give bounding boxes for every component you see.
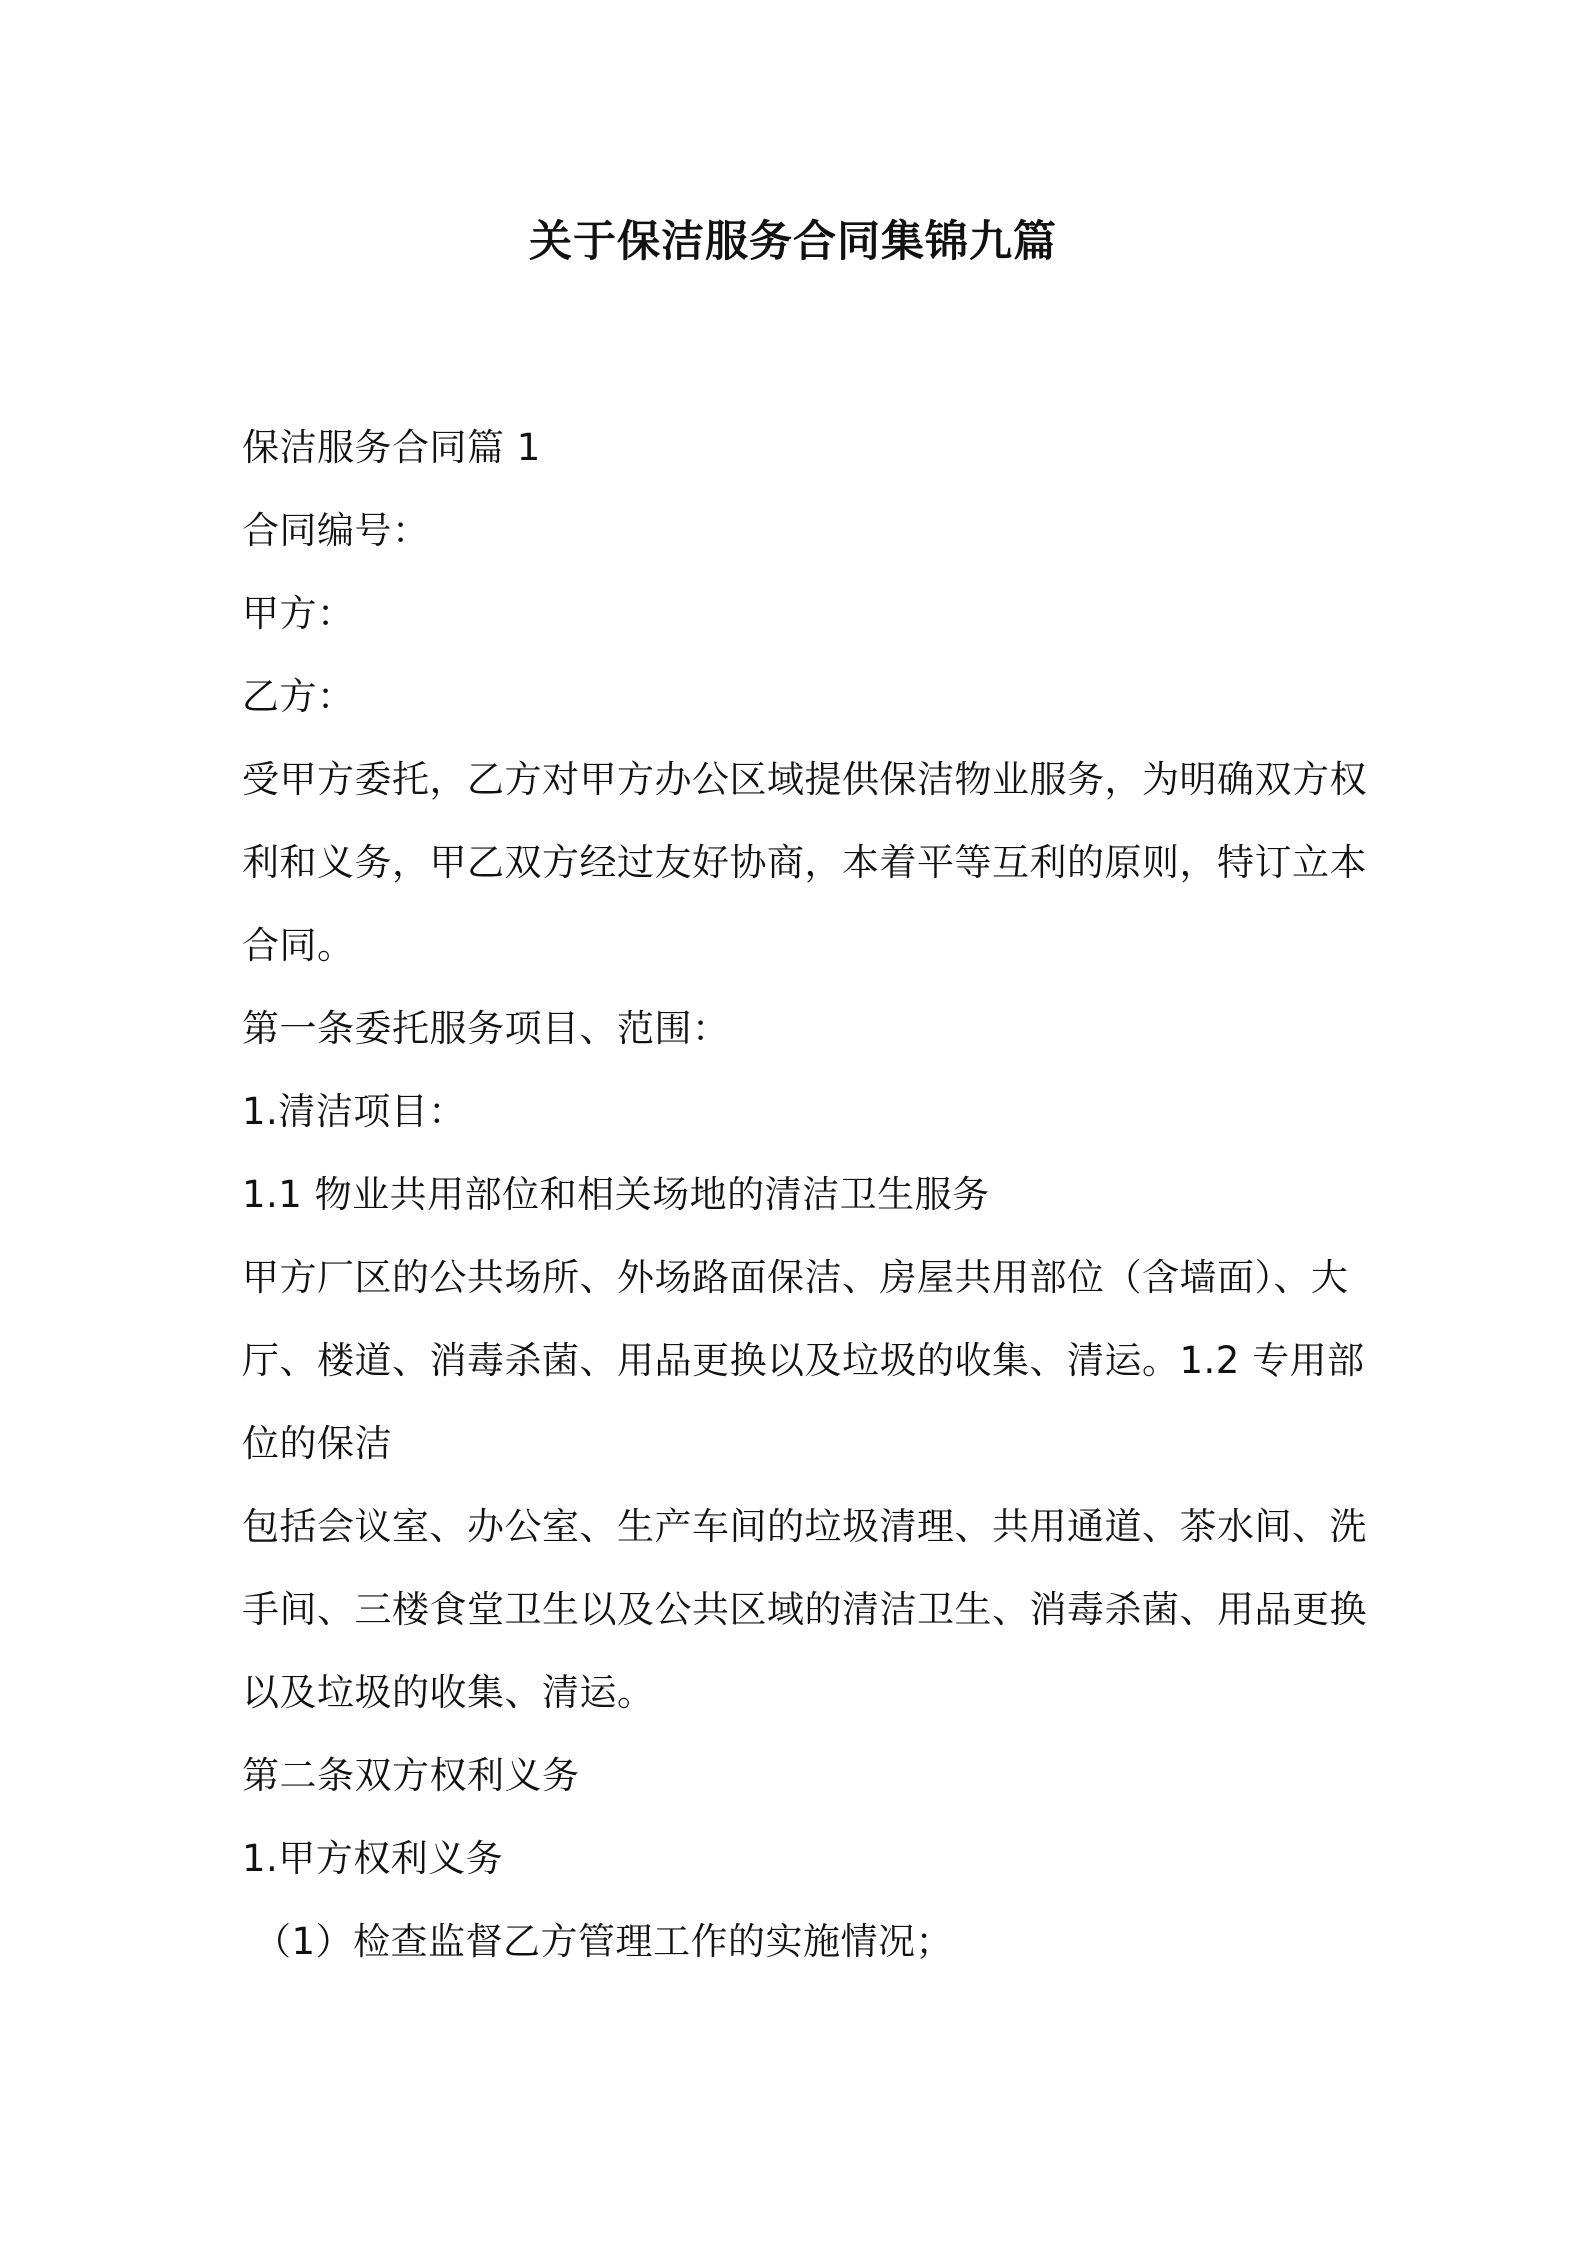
- paragraph-line: 合同。: [242, 924, 355, 967]
- party-a-line: 甲方：: [242, 592, 355, 635]
- article-heading: 第一条委托服务项目、范围：: [242, 1007, 730, 1050]
- paragraph-line: 手间、三楼食堂卫生以及公共区域的清洁卫生、消毒杀菌、用品更换: [242, 1588, 1367, 1631]
- paragraph-line: 甲方厂区的公共场所、外场路面保洁、房屋共用部位（含墙面）、大: [242, 1256, 1349, 1299]
- paragraph-line: 利和义务，甲乙双方经过友好协商，本着平等互利的原则，特订立本: [242, 841, 1367, 884]
- item-heading: 1.甲方权利义务: [242, 1837, 504, 1880]
- paragraph-line: 厅、楼道、消毒杀菌、用品更换以及垃圾的收集、清运。1.2 专用部: [242, 1339, 1365, 1382]
- paragraph-line: 位的保洁: [242, 1422, 392, 1465]
- paragraph-line: 以及垃圾的收集、清运。: [242, 1671, 655, 1714]
- article-heading: 第二条双方权利义务: [242, 1754, 580, 1797]
- document-body: [242, 406, 1367, 1983]
- section-heading: 保洁服务合同篇 1: [242, 426, 541, 469]
- document-title: 关于保洁服务合同集锦九篇: [529, 217, 1057, 267]
- paragraph-line: 包括会议室、办公室、生产车间的垃圾清理、共用通道、茶水间、洗: [242, 1505, 1367, 1548]
- paragraph-line: 受甲方委托，乙方对甲方办公区域提供保洁物业服务，为明确双方权: [242, 758, 1367, 801]
- list-item: （1）检查监督乙方管理工作的实施情况；: [254, 1920, 954, 1963]
- subitem-heading: 1.1 物业共用部位和相关场地的清洁卫生服务: [242, 1173, 990, 1216]
- contract-number-line: 合同编号：: [242, 509, 430, 552]
- item-heading: 1.清洁项目：: [242, 1090, 466, 1133]
- party-b-line: 乙方：: [242, 675, 355, 718]
